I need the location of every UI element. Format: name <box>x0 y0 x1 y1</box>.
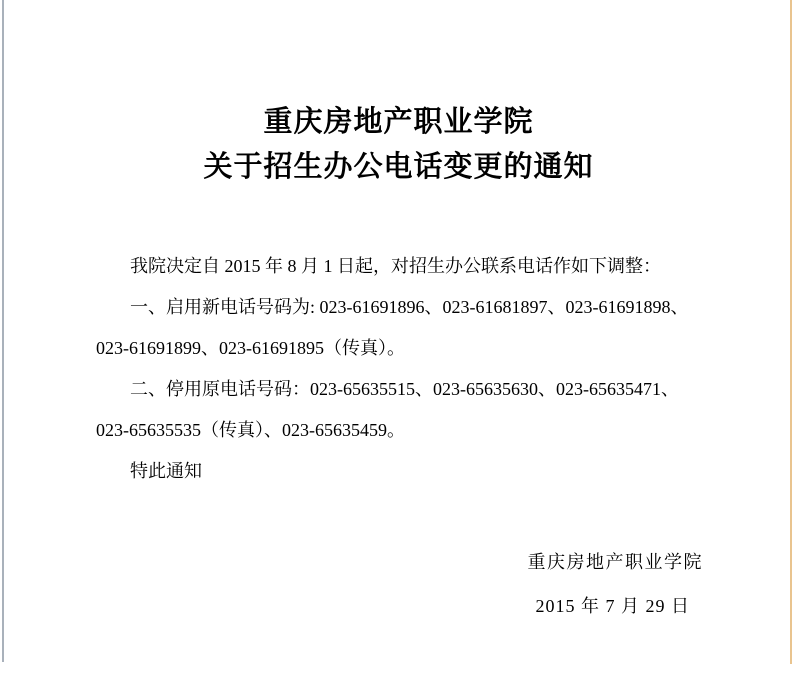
body-line: 我院决定自 2015 年 8 月 1 日起，对招生办公联系电话作如下调整： <box>130 256 661 276</box>
body-line: 一、启用新电话号码为: 023-61691896、023-61681897、023-61691898、 <box>130 297 689 317</box>
signature-name: 重庆房地产职业学院 <box>527 552 703 572</box>
signature-date: 2015 年 7 月 29 日 <box>535 596 690 616</box>
body-line: 特此通知 <box>130 461 202 481</box>
document-title <box>0 100 797 190</box>
title-line-1: 重庆房地产职业学院 <box>263 106 534 138</box>
title-line-2: 关于招生办公电话变更的通知 <box>203 151 594 183</box>
body-line: 023-65635535（传真）、023-65635459。 <box>96 420 405 440</box>
document-body <box>96 246 712 492</box>
body-line: 023-61691899、023-61691895（传真）。 <box>96 338 405 358</box>
body-line: 二、停用原电话号码：023-65635515、023-65635630、023-65635471、 <box>130 379 679 399</box>
